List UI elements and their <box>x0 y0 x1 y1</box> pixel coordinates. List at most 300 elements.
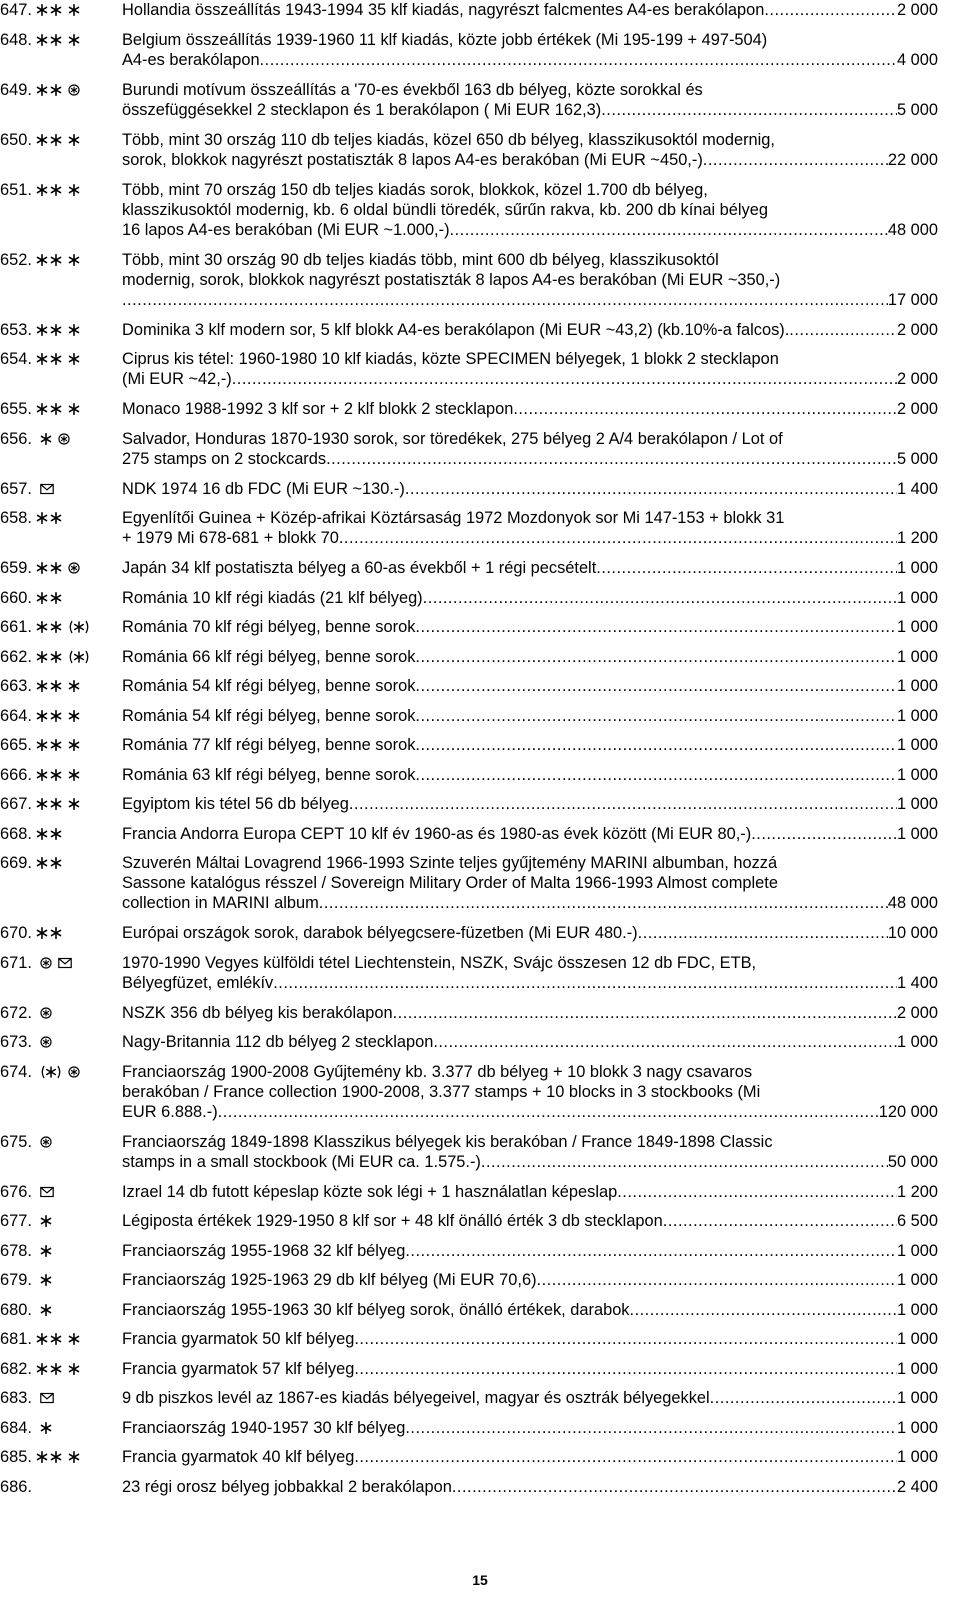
double-asterisk-icon <box>36 798 62 810</box>
asterisk-icon <box>68 680 80 692</box>
dot-leader <box>415 617 897 637</box>
description-last-line <box>122 617 938 637</box>
asterisk-icon <box>40 1422 52 1434</box>
lot-number: 682. <box>0 1359 32 1378</box>
description-last-line <box>122 0 938 20</box>
lot-number: 680. <box>0 1300 32 1319</box>
dot-leader <box>354 1359 897 1379</box>
description-last-line <box>122 1447 938 1467</box>
lot-item <box>0 320 960 340</box>
lot-item <box>0 617 960 637</box>
lot-description <box>122 953 938 993</box>
dot-leader <box>513 399 897 419</box>
lot-description <box>122 0 938 20</box>
lot-item <box>0 1211 960 1231</box>
condition-symbols <box>36 1359 122 1379</box>
dot-leader <box>232 369 897 389</box>
lot-number: 665. <box>0 736 32 754</box>
description-line: Románia 54 klf régi bélyeg, benne sorok <box>122 677 416 695</box>
condition-symbols <box>36 588 122 608</box>
dot-leader <box>433 1032 897 1052</box>
dot-leader <box>764 0 897 20</box>
condition-symbols <box>36 617 122 637</box>
description-line: Románia 70 klf régi bélyeg, benne sorok <box>122 618 416 636</box>
description-line: Több, mint 70 ország 150 db teljes kiadás sorok, blokkok, közel 1.700 db bélyeg, <box>122 180 708 199</box>
double-asterisk-icon <box>36 403 62 415</box>
lot-number: 686. <box>0 1477 32 1496</box>
condition-symbols <box>36 1241 122 1261</box>
condition-symbols <box>36 1032 122 1052</box>
description-last-line <box>122 1102 938 1122</box>
lot-price: 1 200 <box>896 1182 938 1201</box>
lot-description <box>122 1270 938 1290</box>
description-line: Franciaország 1925-1963 29 db klf bélyeg (Mi EUR 70,6) <box>122 1271 537 1289</box>
dot-leader <box>415 735 897 755</box>
condition-symbols <box>36 1477 122 1497</box>
description-line: Románia 10 klf régi kiadás (21 klf bélyeg) <box>122 588 423 607</box>
description-last-line <box>122 528 938 548</box>
description-last-line <box>122 1032 938 1052</box>
description-last-line <box>122 1477 938 1497</box>
lot-item <box>0 1003 960 1023</box>
lot-item <box>0 1447 960 1467</box>
description-line: Légiposta értékek 1929-1950 8 klf sor + 48 klf önálló érték 3 db stecklapon <box>122 1212 663 1230</box>
lot-number: 670. <box>0 924 32 942</box>
lot-description <box>122 1211 938 1231</box>
dot-leader <box>617 1182 897 1202</box>
description-line: Francia gyarmatok 40 klf bélyeg <box>122 1448 355 1466</box>
dot-leader <box>405 1241 897 1261</box>
lot-number: 655. <box>0 400 32 418</box>
condition-symbols <box>36 180 122 200</box>
lot-price: 1 000 <box>896 1359 938 1378</box>
condition-symbols <box>36 349 122 369</box>
condition-symbols <box>36 0 122 20</box>
dot-leader <box>710 1388 897 1408</box>
double-asterisk-icon <box>36 4 62 16</box>
lot-price: 1 000 <box>896 1448 938 1466</box>
lot-item <box>0 180 960 240</box>
description-last-line <box>122 399 938 419</box>
dot-leader <box>663 1211 897 1231</box>
description-line: sorok, blokkok nagyrészt postatiszták 8 lapos A4-es berakóban (Mi EUR ~450,-) <box>122 150 703 169</box>
lot-description <box>122 824 938 844</box>
lot-item <box>0 1359 960 1379</box>
lot-price: 120 000 <box>878 1102 938 1121</box>
lot-item <box>0 349 960 389</box>
lot-description <box>122 923 938 943</box>
lot-item <box>0 1132 960 1172</box>
lot-description <box>122 676 938 696</box>
description-line: 23 régi orosz bélyeg jobbakkal 2 berakólapon <box>122 1477 452 1496</box>
lot-description <box>122 706 938 726</box>
lot-description <box>122 735 938 755</box>
lot-price: 1 400 <box>896 479 938 498</box>
lot-description <box>122 1182 938 1202</box>
dot-leader <box>596 558 897 578</box>
lot-item <box>0 588 960 608</box>
lot-number: 685. <box>0 1448 32 1466</box>
asterisk-icon <box>68 739 80 751</box>
dot-leader <box>349 794 897 814</box>
description-line: Dominika 3 klf modern sor, 5 klf blokk A4-es berakólapon (Mi EUR ~43,2) (kb.10%-a falcos). <box>122 320 790 339</box>
condition-symbols <box>36 853 122 873</box>
dot-leader <box>339 528 897 548</box>
description-line: Izrael 14 db futott képeslap közte sok légi + 1 használatlan képeslap <box>122 1182 618 1201</box>
description-line: NSZK 356 db bélyeg kis berakólapon <box>122 1003 393 1022</box>
double-asterisk-icon <box>36 84 62 96</box>
condition-symbols <box>36 1270 122 1290</box>
lot-item <box>0 1062 960 1122</box>
description-line: Japán 34 klf postatiszta bélyeg a 60-as évekből + 1 régi pecsételt <box>122 559 597 577</box>
dot-leader <box>415 647 897 667</box>
lot-item <box>0 647 960 667</box>
lot-price: 1 400 <box>896 973 938 992</box>
dot-leader <box>319 893 888 913</box>
description-line: Burundi motívum összeállítás a '70-es évekből 163 db bélyeg, közte sorokkal és <box>122 80 703 99</box>
condition-symbols <box>36 429 122 449</box>
description-line: collection in MARINI album <box>122 894 319 912</box>
double-asterisk-icon <box>36 828 62 840</box>
dot-leader <box>601 100 897 120</box>
lot-description <box>122 853 938 913</box>
description-line: Franciaország 1955-1963 30 klf bélyeg sorok, önálló értékek, darabok <box>122 1300 630 1319</box>
description-last-line <box>122 1388 938 1408</box>
description-line: Európai országok sorok, darabok bélyegcsere-füzetben (Mi EUR 480.-) <box>122 924 638 942</box>
asterisk-icon <box>68 403 80 415</box>
dot-leader <box>452 1477 897 1497</box>
lot-price: 48 000 <box>887 220 938 239</box>
lot-description <box>122 1032 938 1052</box>
lot-number: 668. <box>0 824 32 843</box>
lot-price: 1 000 <box>896 795 938 813</box>
lot-number: 648. <box>0 30 32 49</box>
condition-symbols <box>36 30 122 50</box>
page-number: 15 <box>472 1572 488 1588</box>
description-last-line <box>122 320 938 340</box>
condition-symbols <box>36 953 122 973</box>
lot-description <box>122 80 938 120</box>
description-line: Egyiptom kis tétel 56 db bélyeg <box>122 795 349 813</box>
double-asterisk-icon <box>36 769 62 781</box>
condition-symbols <box>36 1182 122 1202</box>
description-line: Monaco 1988-1992 3 klf sor + 2 klf blokk 2 stecklapon <box>122 400 514 418</box>
lot-description <box>122 647 938 667</box>
dot-leader <box>354 1447 897 1467</box>
description-line: összefüggésekkel 2 stecklapon és 1 berakólapon ( Mi EUR 162,3) <box>122 100 602 119</box>
lot-price: 1 000 <box>896 618 938 636</box>
description-last-line <box>122 1152 938 1172</box>
dot-leader <box>393 1003 897 1023</box>
lot-number: 678. <box>0 1241 32 1260</box>
condition-symbols <box>36 1329 122 1349</box>
lot-price: 5 000 <box>896 449 938 468</box>
description-line: modernig, sorok, blokkok nagyrészt postatiszták 8 lapos A4-es berakóban (Mi EUR ~350,-) <box>122 270 781 289</box>
description-line: 1970-1990 Vegyes külföldi tétel Liechtenstein, NSZK, Svájc összesen 12 db FDC, ETB, <box>122 953 757 972</box>
lot-item <box>0 706 960 726</box>
lot-price: 1 000 <box>896 588 938 607</box>
description-line: 275 stamps on 2 stockcards <box>122 449 327 468</box>
double-asterisk-icon <box>36 324 62 336</box>
asterisk-icon <box>40 1245 52 1257</box>
description-last-line <box>122 588 938 608</box>
dot-leader <box>630 1300 897 1320</box>
condition-symbols <box>36 1388 122 1408</box>
lot-price: 1 000 <box>896 765 938 784</box>
double-asterisk-icon <box>36 512 62 524</box>
dot-leader <box>450 220 888 240</box>
lot-number: 677. <box>0 1212 32 1230</box>
dot-leader <box>122 290 888 310</box>
lot-item <box>0 1300 960 1320</box>
lot-price: 2 000 <box>896 1 938 19</box>
lot-price: 2 000 <box>896 320 938 339</box>
dot-leader <box>405 479 897 499</box>
dot-leader <box>423 588 897 608</box>
lot-description <box>122 508 938 548</box>
description-line: Bélyegfüzet, emlékív <box>122 973 274 992</box>
double-asterisk-icon <box>36 621 62 633</box>
lot-description <box>122 1418 938 1438</box>
description-last-line <box>122 893 938 913</box>
lot-description <box>122 349 938 389</box>
dot-leader <box>326 449 897 469</box>
lot-item <box>0 1418 960 1438</box>
description-line: Szuverén Máltai Lovagrend 1966-1993 Szinte teljes gyűjtemény MARINI albumban, hozzá <box>122 854 778 872</box>
lot-item <box>0 250 960 310</box>
lot-number: 671. <box>0 953 32 972</box>
lot-number: 660. <box>0 588 32 607</box>
postmark-circle-icon <box>40 1036 52 1048</box>
description-last-line <box>122 706 938 726</box>
condition-symbols <box>36 1003 122 1023</box>
lot-item <box>0 953 960 993</box>
lot-item <box>0 479 960 499</box>
condition-symbols <box>36 1062 122 1082</box>
double-asterisk-icon <box>36 927 62 939</box>
bracketed-asterisk-icon <box>68 620 90 634</box>
asterisk-icon <box>68 353 80 365</box>
description-last-line <box>122 765 938 785</box>
lot-price: 50 000 <box>887 1152 938 1171</box>
description-last-line <box>122 1418 938 1438</box>
description-last-line <box>122 676 938 696</box>
lot-item <box>0 1388 960 1408</box>
lot-item <box>0 1182 960 1202</box>
lot-price: 17 000 <box>887 290 938 309</box>
condition-symbols <box>36 558 122 578</box>
lot-description <box>122 1329 938 1349</box>
description-last-line <box>122 1003 938 1023</box>
lot-number: 667. <box>0 795 32 813</box>
dot-leader <box>415 765 897 785</box>
lot-number: 650. <box>0 130 32 149</box>
asterisk-icon <box>40 1215 52 1227</box>
lot-price: 5 000 <box>896 100 938 119</box>
lot-description <box>122 1359 938 1379</box>
description-line: Több, mint 30 ország 90 db teljes kiadás több, mint 600 db bélyeg, klasszikusoktól <box>122 250 719 269</box>
condition-symbols <box>36 1300 122 1320</box>
description-last-line <box>122 794 938 814</box>
lot-description <box>122 1132 938 1172</box>
lot-item <box>0 676 960 696</box>
double-asterisk-icon <box>36 651 62 663</box>
condition-symbols <box>36 1418 122 1438</box>
lot-price: 10 000 <box>887 924 938 942</box>
double-asterisk-icon <box>36 184 62 196</box>
lot-description <box>122 1241 938 1261</box>
asterisk-icon <box>40 1274 52 1286</box>
description-last-line <box>122 50 938 70</box>
lot-description <box>122 1062 938 1122</box>
description-line: Belgium összeállítás 1939-1960 11 klf kiadás, közte jobb értékek (Mi 195-199 + 497-504) <box>122 30 768 49</box>
lot-description <box>122 1388 938 1408</box>
lot-item <box>0 1329 960 1349</box>
asterisk-icon <box>40 1304 52 1316</box>
dot-leader <box>751 824 897 844</box>
lot-item <box>0 80 960 120</box>
condition-symbols <box>36 130 122 150</box>
dot-leader <box>218 1102 879 1122</box>
lot-item <box>0 30 960 70</box>
asterisk-icon <box>68 769 80 781</box>
description-line: Franciaország 1955-1968 32 klf bélyeg <box>122 1241 406 1260</box>
dot-leader <box>405 1418 897 1438</box>
envelope-icon <box>40 1186 54 1198</box>
description-last-line <box>122 973 938 993</box>
dot-leader <box>638 923 888 943</box>
double-asterisk-icon <box>36 1363 62 1375</box>
double-asterisk-icon <box>36 739 62 751</box>
dot-leader <box>537 1270 897 1290</box>
postmark-circle-icon <box>68 84 80 96</box>
double-asterisk-icon <box>36 34 62 46</box>
condition-symbols <box>36 1447 122 1467</box>
lot-number: 675. <box>0 1132 32 1151</box>
asterisk-icon <box>68 1451 80 1463</box>
dot-leader <box>354 1329 897 1349</box>
description-line: Románia 54 klf régi bélyeg, benne sorok <box>122 706 416 725</box>
asterisk-icon <box>68 1363 80 1375</box>
lot-description <box>122 558 938 578</box>
lot-number: 681. <box>0 1330 32 1348</box>
condition-symbols <box>36 923 122 943</box>
postmark-circle-icon <box>58 433 70 445</box>
lot-price: 1 000 <box>896 677 938 695</box>
lot-number: 669. <box>0 854 32 872</box>
postmark-circle-icon <box>68 562 80 574</box>
lot-price: 1 000 <box>896 1418 938 1437</box>
description-line: Francia gyarmatok 50 klf bélyeg <box>122 1330 355 1348</box>
dot-leader <box>260 50 897 70</box>
lot-number: 663. <box>0 677 32 695</box>
asterisk-icon <box>68 710 80 722</box>
description-line: Salvador, Honduras 1870-1930 sorok, sor töredékek, 275 bélyeg 2 A/4 berakólapon / Lot of <box>122 429 783 448</box>
description-line: Hollandia összeállítás 1943-1994 35 klf kiadás, nagyrészt falcmentes A4-es berakólapon <box>122 1 765 19</box>
description-line: Francia gyarmatok 57 klf bélyeg <box>122 1359 355 1378</box>
lot-number: 662. <box>0 647 32 666</box>
description-last-line <box>122 1182 938 1202</box>
lot-number: 673. <box>0 1033 32 1051</box>
lot-number: 666. <box>0 765 32 784</box>
description-last-line <box>122 369 938 389</box>
lot-number: 683. <box>0 1389 32 1407</box>
description-line: klasszikusoktól modernig, kb. 6 oldal bündli töredék, sűrűn rakva, kb. 200 db kínai bélyeg <box>122 200 768 219</box>
lot-number: 649. <box>0 80 32 99</box>
lot-number: 679. <box>0 1271 32 1289</box>
lot-number: 676. <box>0 1182 32 1201</box>
asterisk-icon <box>40 433 52 445</box>
lot-number: 658. <box>0 509 32 527</box>
double-asterisk-icon <box>36 1451 62 1463</box>
lot-number: 657. <box>0 479 32 498</box>
postmark-circle-icon <box>40 1136 52 1148</box>
description-last-line <box>122 1329 938 1349</box>
condition-symbols <box>36 794 122 814</box>
double-asterisk-icon <box>36 857 62 869</box>
lot-item <box>0 558 960 578</box>
condition-symbols <box>36 80 122 100</box>
postmark-circle-icon <box>68 1066 80 1078</box>
lot-price: 2 000 <box>896 1003 938 1022</box>
lot-description <box>122 1300 938 1320</box>
dot-leader <box>481 1152 888 1172</box>
envelope-icon <box>58 957 72 969</box>
description-line: 16 lapos A4-es berakóban (Mi EUR ~1.000,-) <box>122 220 450 239</box>
asterisk-icon <box>68 4 80 16</box>
lot-price: 1 200 <box>896 529 938 547</box>
description-last-line <box>122 150 938 170</box>
lot-number: 674. <box>0 1062 32 1081</box>
lot-price: 1 000 <box>896 559 938 577</box>
description-last-line <box>122 220 938 240</box>
postmark-circle-icon <box>40 1007 52 1019</box>
condition-symbols <box>36 1211 122 1231</box>
double-asterisk-icon <box>36 710 62 722</box>
lot-description <box>122 588 938 608</box>
description-last-line <box>122 923 938 943</box>
double-asterisk-icon <box>36 254 62 266</box>
lot-description <box>122 794 938 814</box>
dot-leader <box>789 320 897 340</box>
description-line: (Mi EUR ~42,-) <box>122 370 232 388</box>
description-line: stamps in a small stockbook (Mi EUR ca. 1.575.-) <box>122 1152 481 1171</box>
lot-price: 48 000 <box>887 894 938 912</box>
asterisk-icon <box>68 134 80 146</box>
lot-description <box>122 617 938 637</box>
lot-description <box>122 180 938 240</box>
lot-price: 22 000 <box>887 150 938 169</box>
double-asterisk-icon <box>36 592 62 604</box>
dot-leader <box>415 676 897 696</box>
description-line: Több, mint 30 ország 110 db teljes kiadás, közel 650 db bélyeg, klasszikusoktól modernig, <box>122 130 775 149</box>
lot-item <box>0 130 960 170</box>
condition-symbols <box>36 399 122 419</box>
asterisk-icon <box>68 254 80 266</box>
description-line: Egyenlítői Guinea + Közép-afrikai Köztársaság 1972 Mozdonyok sor Mi 147-153 + blokk 31 <box>122 509 785 527</box>
lot-description <box>122 429 938 469</box>
description-last-line <box>122 479 938 499</box>
description-last-line <box>122 100 938 120</box>
description-line: A4-es berakólapon <box>122 50 260 69</box>
lot-number: 659. <box>0 559 32 577</box>
lot-item <box>0 0 960 20</box>
lot-item <box>0 1270 960 1290</box>
lot-description <box>122 30 938 70</box>
lot-description <box>122 250 938 310</box>
lot-number: 661. <box>0 618 32 636</box>
condition-symbols <box>36 824 122 844</box>
